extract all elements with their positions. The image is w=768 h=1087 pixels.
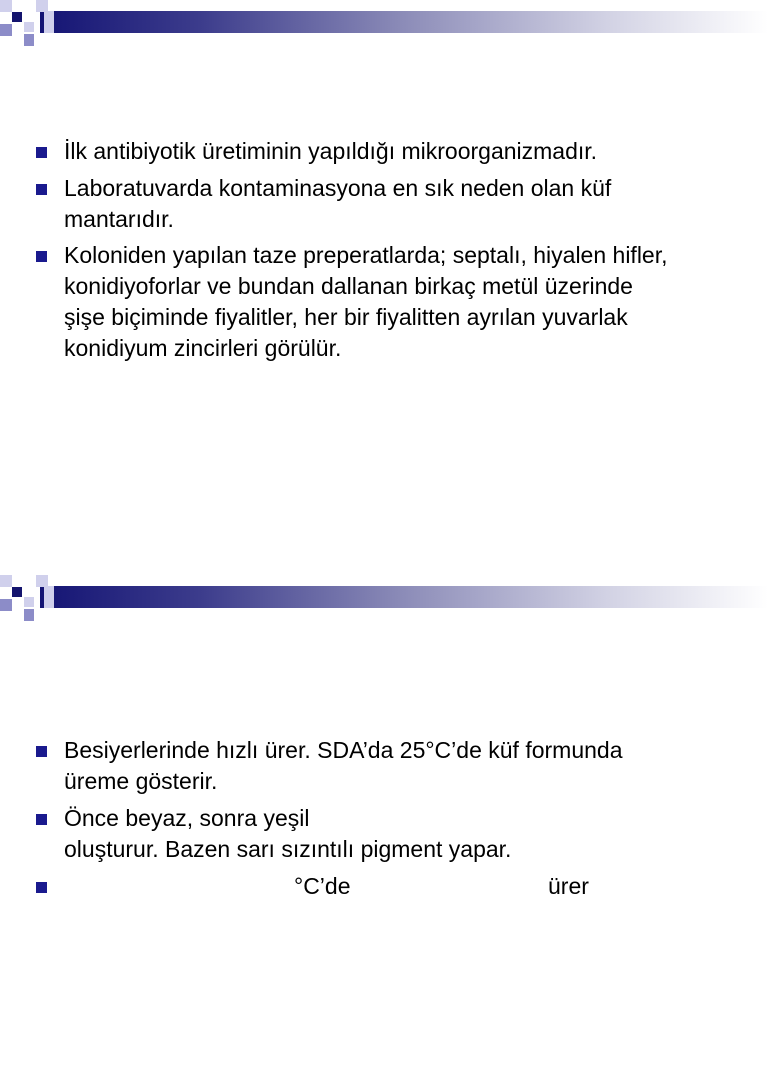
header-square-decoration: [0, 575, 12, 587]
bullet-line: konidiyoforlar ve bundan dallanan birkaç metül üzerinde: [64, 273, 633, 299]
square-bullet-icon: [36, 746, 47, 757]
header-square-decoration: [12, 12, 22, 22]
bullet-text: [64, 173, 611, 235]
bullet-line: Önce beyaz, sonra yeşil: [64, 805, 310, 831]
square-bullet-icon: [36, 184, 47, 195]
bullet-text: [64, 735, 623, 797]
header-square-decoration: [24, 597, 34, 607]
square-bullet-icon: [36, 251, 47, 262]
header-square-decoration: [0, 599, 12, 611]
bullet-text: [64, 803, 511, 865]
header-square-decoration: [0, 0, 12, 12]
bullet-line: Besiyerlerinde hızlı ürer. SDA’da 25°C’de küf formunda: [64, 737, 623, 763]
bullet-line: üreme gösterir.: [64, 768, 218, 794]
bullet-text: [64, 136, 597, 167]
header-square-decoration: [24, 609, 34, 621]
bullet-line: konidiyum zincirleri görülür.: [64, 335, 342, 361]
bullet-text: [64, 240, 668, 364]
bullet-line: Koloniden yapılan taze preperatlarda; septalı, hiyalen hifler,: [64, 242, 668, 268]
square-bullet-icon: [36, 814, 47, 825]
bullet-line: mantarıdır.: [64, 206, 174, 232]
header-square-decoration: [24, 22, 34, 32]
header-square-decoration: [0, 24, 12, 36]
header-square-decoration: [44, 586, 54, 608]
header-gradient-bar: [40, 11, 768, 33]
bullet-line: Laboratuvarda kontaminasyona en sık neden olan küf: [64, 175, 612, 201]
header-square-decoration: [24, 34, 34, 46]
header-square-decoration: [12, 587, 22, 597]
bullet-line: şişe biçiminde fiyalitler, her bir fiyalitten ayrılan yuvarlak: [64, 304, 628, 330]
square-bullet-icon: [36, 147, 47, 158]
slide-1: [0, 0, 768, 512]
bullet-fragment: °C’de: [294, 873, 351, 899]
square-bullet-icon: [36, 882, 47, 893]
slide-2: [0, 575, 768, 1087]
bullet-line: İlk antibiyotik üretiminin yapıldığı mikroorganizmadır.: [64, 138, 598, 164]
header-square-decoration: [44, 11, 54, 33]
header-gradient-bar: [40, 586, 768, 608]
bullet-line: oluşturur. Bazen sarı sızıntılı pigment yapar.: [64, 836, 512, 862]
bullet-fragment: ürer: [548, 873, 589, 899]
